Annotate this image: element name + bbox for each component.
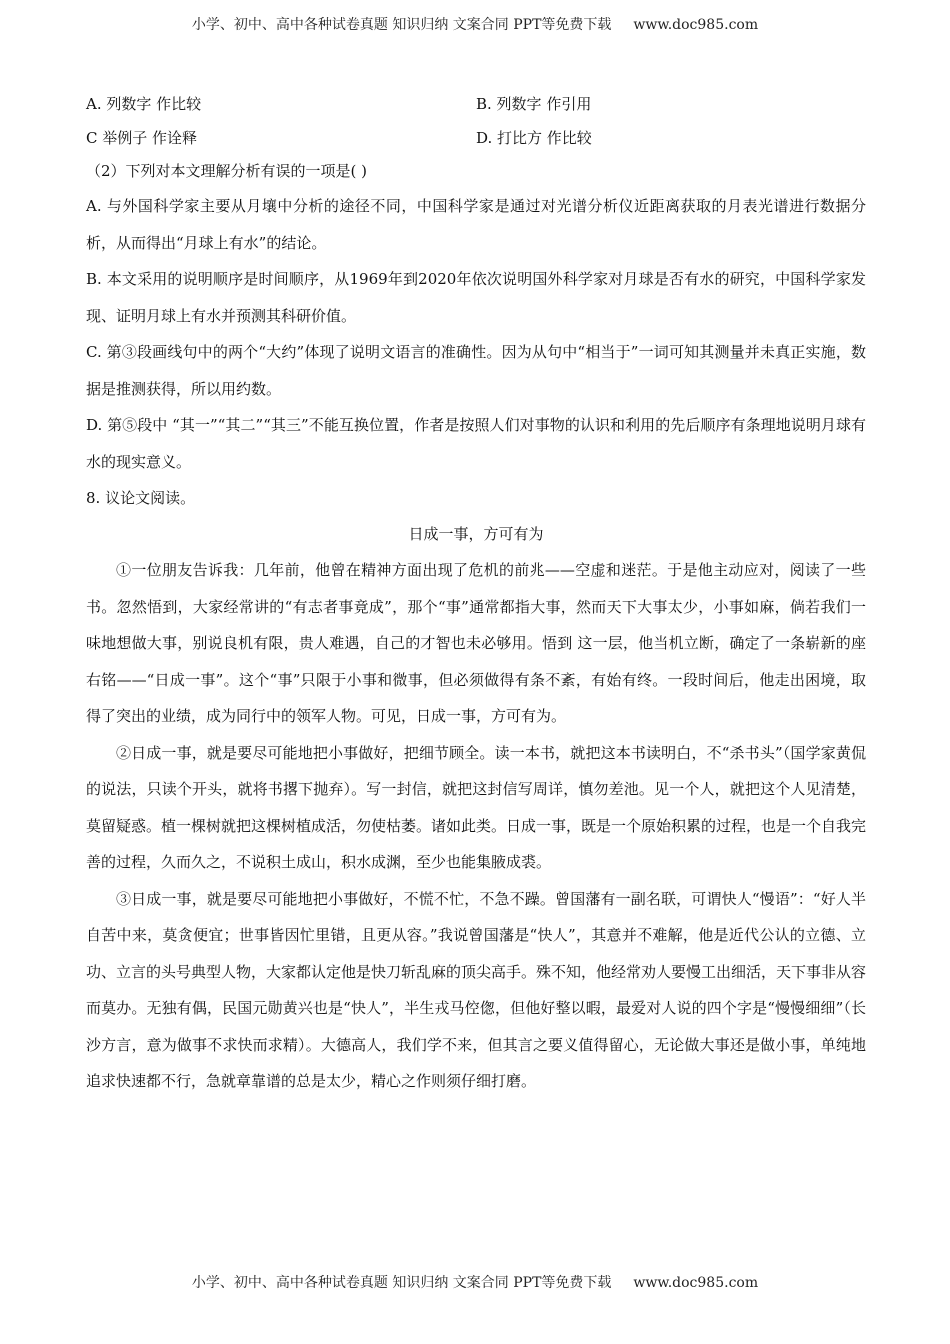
- document-body: [86, 86, 866, 1100]
- page-footer: [0, 1272, 950, 1292]
- q2-option-b: B. 本文采用的说明顺序是时间顺序，从1969年到2020年依次说明国外科学家对月球是否有水的研究，中国科学家发现、证明月球上有水并预测其科研价值。: [86, 270, 866, 325]
- q1-option-d: D. 打比方 作比较: [476, 128, 592, 147]
- header-site: www.doc985.com: [633, 17, 759, 33]
- q1-option-c: C 举例子 作诠释: [86, 128, 198, 147]
- footer-site: www.doc985.com: [633, 1275, 759, 1291]
- footer-text: 小学、初中、高中各种试卷真题 知识归纳 文案合同 PPT等免费下载: [191, 1275, 612, 1291]
- q2-option-a: A. 与外国科学家主要从月壤中分析的途径不同，中国科学家是通过对光谱分析仪近距离获取的月表光谱进行数据分析，从而得出“月球上有水”的结论。: [86, 197, 866, 252]
- q1-options-row-2: [86, 120, 866, 154]
- essay-paragraph-3: ③日成一事，就是要尽可能地把小事做好，不慌不忙，不急不躁。曾国藩有一副名联，可谓快人“慢语”：“好人半自苦中来，莫贪便宜；世事皆因忙里错，且更从容。”我说曾国藩是“快人”，其意并不难解，他是近代公认的立德、立功、立言的头号典型人物，大家都认定他是快刀斩乱麻的顶尖高手。殊不知，他经常劝人要慢工出细活，天下事非从容而莫办。无独有偶，民国元勋黄兴也是“快人”，半生戎马倥偬，但他好整以暇，最爱对人说的四个字是“慢慢细细”（长沙方言，意为做事不求快而求精）。大德高人，我们学不来，但其言之要义值得留心，无论做大事还是做小事，单纯地追求快速都不行，急就章靠谱的总是太少，精心之作则须仔细打磨。: [86, 889, 867, 1090]
- page-header: [0, 14, 950, 34]
- q1-options-row-1: [86, 86, 866, 120]
- q8-label: 8. 议论文阅读。: [86, 489, 196, 507]
- q2-option-c: C. 第③段画线句中的两个“大约”体现了说明文语言的准确性。因为从句中“相当于”一词可知其测量并未真正实施，数据是推测获得，所以用约数。: [86, 343, 866, 398]
- q2-option-d: D. 第⑤段中 “其一”“其二”“其三”不能互换位置，作者是按照人们对事物的认识和利用的先后顺序有条理地说明月球有水的现实意义。: [86, 416, 866, 471]
- essay-paragraph-1: ①一位朋友告诉我：几年前，他曾在精神方面出现了危机的前兆——空虚和迷茫。于是他主动应对，阅读了一些书。忽然悟到，大家经常讲的“有志者事竟成”，那个“事”通常都指大事，然而天下大事太少，小事如麻，倘若我们一味地想做大事，别说良机有限，贵人难遇，自己的才智也未必够用。悟到 这一层，他当机立断，确定了一条崭新的座右铭——“日成一事”。这个“事”只限于小事和微事，但必须做得有条不紊，有始有终。一段时间后，他走出困境，取得了突出的业绩，成为同行中的领军人物。可见，日成一事，方可有为。: [86, 561, 866, 725]
- essay-paragraph-2: ②日成一事，就是要尽可能地把小事做好，把细节顾全。读一本书，就把这本书读明白，不“杀书头”（国学家黄侃的说法，只读个开头，就将书撂下抛弃）。写一封信，就把这封信写周详，慎勿差池。见一个人，就把这个人见清楚，莫留疑惑。植一棵树就把这棵树植成活，勿使枯萎。诸如此类。日成一事，既是一个原始积累的过程，也是一个自我完善的过程，久而久之，不说积土成山，积水成渊，至少也能集腋成裘。: [86, 743, 867, 871]
- q2-stem: （2）下列对本文理解分析有误的一项是( ): [86, 162, 368, 180]
- q1-option-a: A. 列数字 作比较: [86, 94, 202, 113]
- q1-option-b: B. 列数字 作引用: [476, 94, 592, 113]
- essay-title: 日成一事，方可有为: [408, 525, 544, 543]
- header-text: 小学、初中、高中各种试卷真题 知识归纳 文案合同 PPT等免费下载: [191, 17, 612, 33]
